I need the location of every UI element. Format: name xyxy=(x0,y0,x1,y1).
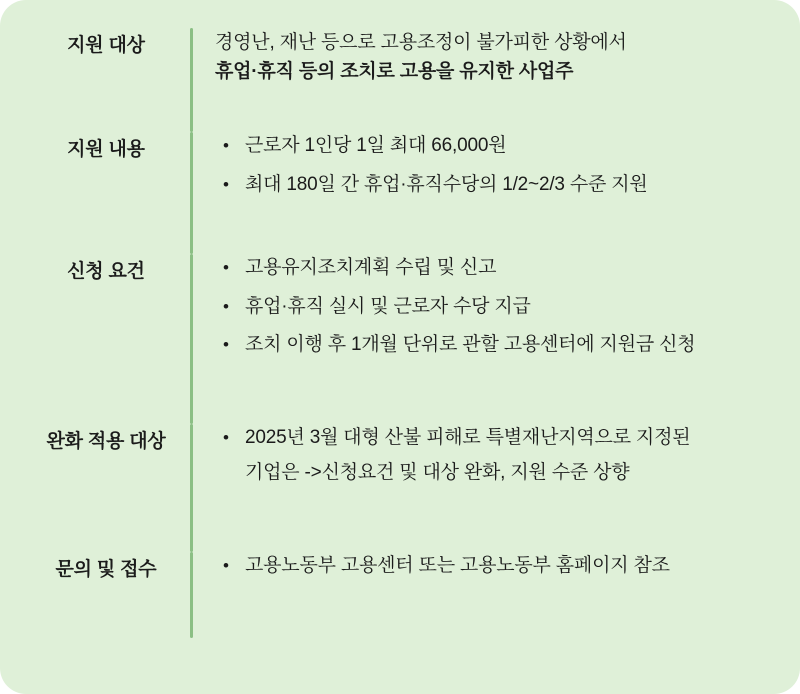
section-line: 휴업·휴직 등의 조치로 고용을 유지한 사업주 xyxy=(215,61,574,83)
section-content xyxy=(215,552,778,581)
list-item xyxy=(215,293,778,322)
section-label: 신청 요건 xyxy=(67,261,145,282)
bullet-icon: • xyxy=(223,556,229,575)
list-item xyxy=(215,132,778,161)
bullet-icon: • xyxy=(223,296,229,316)
section-relaxed-application xyxy=(22,424,778,552)
bullet-list xyxy=(215,424,778,487)
list-item-label: 휴업·휴직 실시 및 근로자 수당 지급 xyxy=(245,295,531,317)
section-content xyxy=(215,254,778,360)
list-item-label: 고용유지조치계획 수립 및 신고 xyxy=(245,257,497,278)
section-label: 지원 내용 xyxy=(67,139,145,160)
list-item-continuation: 기업은 ->신청요건 및 대상 완화, 지원 수준 상향 xyxy=(245,461,630,483)
bullet-icon: • xyxy=(223,136,229,155)
section-content xyxy=(215,132,778,199)
section-inquiry xyxy=(22,552,778,638)
section-line: 경영난, 재난 등으로 고용조정이 불가피한 상황에서 xyxy=(215,32,627,53)
section-divider xyxy=(190,424,193,552)
bullet-list xyxy=(215,552,778,581)
list-item-label: 조치 이행 후 1개월 단위로 관할 고용센터에 지원금 신청 xyxy=(245,334,696,355)
section-label: 문의 및 접수 xyxy=(55,559,157,580)
section-divider xyxy=(190,132,193,254)
bullet-icon: • xyxy=(223,335,229,354)
list-item xyxy=(215,254,778,283)
section-support-content xyxy=(22,132,778,254)
bullet-icon: • xyxy=(223,258,229,277)
bullet-icon: • xyxy=(223,428,229,447)
list-item-label: 근로자 1인당 1일 최대 66,000원 xyxy=(245,135,507,156)
section-support-target xyxy=(22,28,778,132)
bullet-icon: • xyxy=(223,174,229,194)
section-application-requirements xyxy=(22,254,778,424)
list-item xyxy=(215,552,778,581)
section-divider xyxy=(190,28,193,132)
list-item xyxy=(215,331,778,360)
section-label: 지원 대상 xyxy=(67,35,145,56)
section-divider xyxy=(190,254,193,424)
list-item-label: 고용노동부 고용센터 또는 고용노동부 홈페이지 참조 xyxy=(245,555,670,576)
list-item xyxy=(215,171,778,200)
bullet-list xyxy=(215,132,778,199)
section-content xyxy=(215,28,778,87)
list-item-label: 2025년 3월 대형 산불 피해로 특별재난지역으로 지정된 xyxy=(245,427,691,448)
list-item-label: 최대 180일 간 휴업·휴직수당의 1/2~2/3 수준 지원 xyxy=(245,173,648,195)
section-content xyxy=(215,424,778,487)
bullet-list xyxy=(215,254,778,360)
section-divider xyxy=(190,552,193,638)
list-item xyxy=(215,424,778,487)
section-label: 완화 적용 대상 xyxy=(46,431,166,452)
